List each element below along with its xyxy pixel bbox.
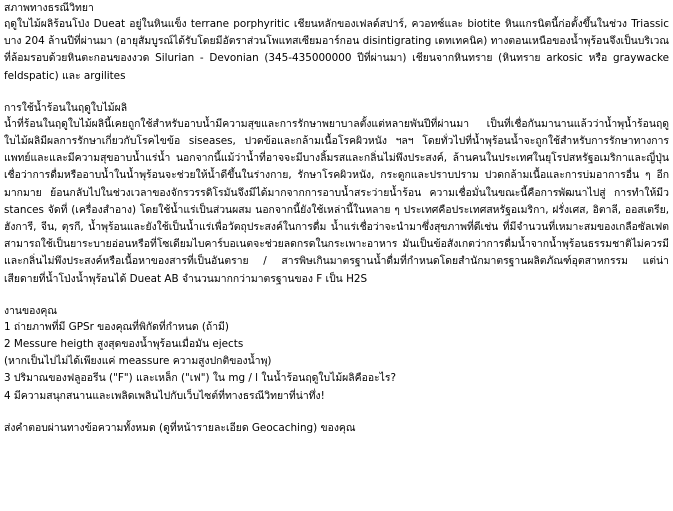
geology-paragraph: ฤดูใบไม้ผลิร้อนโป่ง Dueat อยู่ในหินแข็ง terrane porphyritic เชียนหลักของเฟลด์สปาร์, ควอทซ์และ biotite หินแกรนิตนี้ก่อตั้งขึ้นในช่วง Triassic บาง 204 ล้านปีที่ผ่านมา (อายุสัมบูรณ์ได้รับโดยมีอัตราส่วนโพแทสเซียมอาร์กอน disintigrating เดทเทคนิค) ทางตอนเหนือของน้ำพุร้อนจึงเป็นบริเวณที่ล้อมรอบด้วยหินตะกอนของงวด Silurian - Devonian (345-435000000 ปีที่ผ่านมา) เชียนจากหินทราย (หินทราย arkosic หรือ graywacke feldspatic) และ argilites [4, 18, 669, 82]
geology-section [4, 0, 669, 85]
task-item-2: 2 Messure heigth สูงสุดของน้ำพุร้อนเมื่อมัน ejects [4, 338, 244, 351]
usage-paragraph: น้ำที่ร้อนในฤดูใบไม้ผลินี้เคยถูกใช้สำหรับอาบน้ำมีความสุขและการรักษาพยาบาลตั้งแต่หลายพันปีที่ผ่านมา เป็นที่เชื่อกันมานานแล้วว่าน้ำพุน้ำร้อนฤดูใบไม้ผลิมีผลการรักษาเกี่ยวกับโรคไขข้อ siseases, ปวดข้อและกล้ามเนื้อโรคผิวหนัง ฯลฯ โดยทั่วไปที่น้ำพุร้อนน้ำจะถูกใช้สำหรับการรักษาทางการแพทย์และและมีความสุขอาบน้ำแร่น้ำ นอกจากนี้แม้ว่าน้ำที่อาจจะมีบางลิ้มรสและกลิ่นไม่พึงประสงค์, ล้านคนในประเทศในยุโรปสหรัฐอเมริกาและญี่ปุ่นเชื่อว่าการดื่มหรืออาบน้ำในน้ำพุร้อนจะช่วยให้น้ำดีขึ้นในร่างกาย, รักษาโรคผิวหนัง, กระดูกและปราบปราม ปวดกล้ามเนื้อและการบ่มอาการอื่น ๆ อีกมากมาย ย้อนกลับไปในช่วงเวลาของจักรวรรดิโรมันจึงมีได้มากจากการอาบน้ำสระว่ายน้ำร้อน ความเชื่อมั่นในขณะนี้คือการพัฒนาไปสู่ การทำให้มีว stances จัดที่ (เครื่องสำอาง) โดยใช้น้ำแร่เป็นส่วนผสม นอกจากนี้ยังใช้เหล่านี้ในหลาย ๆ ประเทศคือประเทศสหรัฐอเมริกา, ฝรั่งเศส, อิตาลี, ออสเตรีย, ฮังการี, จีน, ตุรกี, น้ำพุร้อนและยังใช้เป็นน้ำแร่เพื่อวัตถุประสงค์ในการดื่ม น้ำแร่เชื่อว่าจะนำมาซึ่งสุขภาพที่ดีเช่น ที่มีจำนวนที่เหมาะสมของเกลือซัลเฟตสามารถใช้เป็นยาระบายอ่อนหรือที่โซเดียมไบคาร์บอเนตจะช่วยลดกรดในกระเพาะอาหาร มันเป็นข้อสังเกตว่าการดื่มน้ำจากน้ำพุร้อนธรรมชาติไม่ควรมีและกลิ่นไม่พึงประสงค์หรือเนื้อหาของสารที่เป็นอันตราย / สารพิษเกินมาตรฐานน้ำดื่มที่กำหนดโดยสำนักมาตรฐานผลิตภัณฑ์อุตสาหกรรม แต่น่าเสียดายที่น้ำโป่งน้ำพุร้อนได้ Dueat AB จำนวนมากกว่ามาตรฐานของ F เป็น H2S [4, 117, 669, 285]
usage-section [4, 100, 669, 288]
tasks-heading: งานของคุณ [4, 304, 58, 317]
usage-heading: การใช้น้ำร้อนในฤดูใบไม้ผลิ [4, 101, 128, 114]
task-item-2-note: (หากเป็นไปไม่ได้เพียงแค่ meassure ความสูงปกติของน้ำพุ) [4, 355, 272, 368]
tasks-section [4, 303, 669, 405]
task-item-4: 4 มีความสนุกสนานและเพลิดเพลินไปกับเว็บไซต์ที่ทางธรณีวิทยาที่น่าทึ่ง! [4, 389, 325, 402]
tasks-list [4, 319, 669, 405]
task-item-1: 1 ถ่ายภาพที่มี GPSr ของคุณที่พิกัดที่กำหนด (ถ้ามี) [4, 320, 229, 333]
spacer [4, 85, 669, 100]
spacer [4, 405, 669, 420]
geology-heading: สภาพทางธรณีวิทยา [4, 2, 94, 14]
spacer [4, 288, 669, 303]
submit-instructions: ส่งคำตอบผ่านทางข้อความทั้งหมด (ดูที่หน้ารายละเอียด Geocaching) ของคุณ [4, 421, 356, 434]
task-item-3: 3 ปริมาณของฟลูออรีน ("F") และเหล็ก ("เฟ") ใน mg / l ในน้ำร้อนฤดูใบไม้ผลิคืออะไร? [4, 372, 396, 385]
